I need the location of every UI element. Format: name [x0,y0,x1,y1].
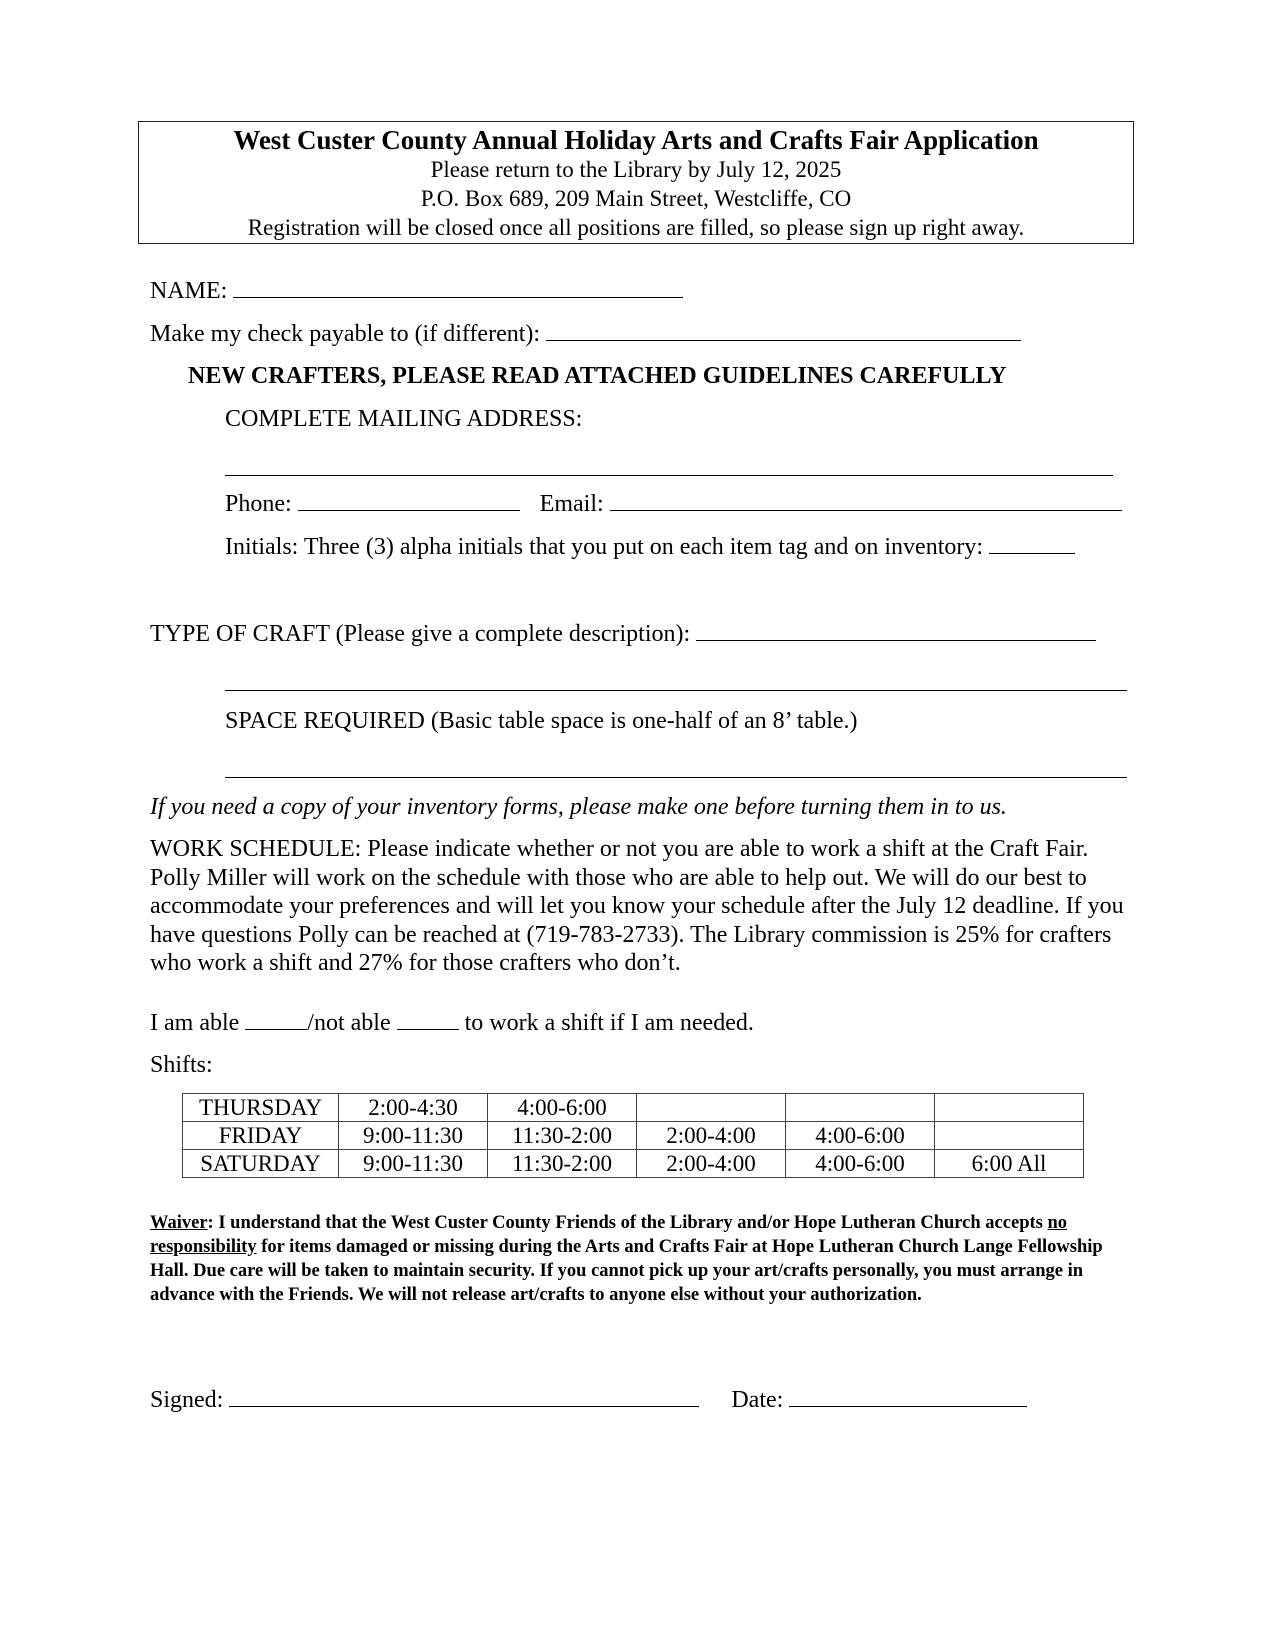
initials-row [225,533,1075,561]
shift-day: THURSDAY [183,1094,339,1122]
mailing-address-field[interactable] [225,475,1113,476]
shift-row-thursday [183,1094,1084,1122]
shift-slot [935,1122,1084,1150]
date-field[interactable] [789,1386,1027,1407]
name-label: NAME: [150,278,228,304]
form-title: West Custer County Annual Holiday Arts and Crafts Fair Application [233,125,1039,155]
shift-day: SATURDAY [183,1150,339,1178]
able-prefix: I am able [150,1010,240,1036]
phone-label: Phone: [225,491,292,517]
waiver-no-responsibility: no responsibility [150,1213,1068,1257]
header-box [138,121,1134,244]
shift-row-friday [183,1122,1084,1150]
craft-type-label: TYPE OF CRAFT (Please give a complete description): [150,621,691,647]
shift-slot: 4:00-6:00 [786,1150,935,1178]
waiver-text-1: : I understand that the West Custer County Friends of the Library and/or Hope Lutheran Church accepts [207,1213,1048,1233]
not-able-label: /not able [307,1010,391,1036]
waiver-label: Waiver [150,1213,208,1233]
shift-slot: 11:30-2:00 [488,1150,637,1178]
shift-slot: 4:00-6:00 [786,1122,935,1150]
not-able-field[interactable] [397,1009,459,1030]
registration-notice: Registration will be closed once all positions are filled, so please sign up right away. [247,215,1025,240]
shifts-label: Shifts: [150,1052,213,1078]
shift-slot: 2:00-4:00 [637,1150,786,1178]
shift-slot: 11:30-2:00 [488,1122,637,1150]
shift-slot: 6:00 All [935,1150,1084,1178]
signed-label: Signed: [150,1387,224,1413]
availability-row [150,1009,754,1037]
space-required-label: SPACE REQUIRED (Basic table space is one-half of an 8’ table.) [225,708,858,734]
check-payable-row [150,320,1021,348]
new-crafters-notice: NEW CRAFTERS, PLEASE READ ATTACHED GUIDELINES CAREFULLY [188,363,1007,389]
date-label: Date: [731,1387,784,1413]
return-instructions: Please return to the Library by July 12, 2025 [430,157,842,182]
shift-day: FRIDAY [183,1122,339,1150]
work-schedule-paragraph: WORK SCHEDULE: Please indicate whether or not you are able to work a shift at the Craft Fair. Polly Miller will work on the schedule with those who are able to help out. We will do our best to accommodate your preferences and will let you know your schedule after the July 12 deadline. If you have questions Polly can be reached at (719-783-2733). The Library commission is 25% for crafters who work a shift and 27% for those crafters who don’t. [150,836,1124,976]
craft-type-field[interactable] [696,620,1096,641]
shift-slot: 4:00-6:00 [488,1094,637,1122]
library-address: P.O. Box 689, 209 Main Street, Westcliffe, CO [420,186,852,211]
able-field[interactable] [245,1009,307,1030]
email-field[interactable] [610,490,1122,511]
waiver-paragraph [150,1211,1130,1307]
craft-type-row [150,620,1096,648]
signature-field[interactable] [229,1386,699,1407]
check-payable-field[interactable] [546,320,1021,341]
check-payable-label: Make my check payable to (if different): [150,321,541,347]
able-suffix: to work a shift if I am needed. [464,1010,754,1036]
shifts-table [182,1093,1084,1178]
initials-field[interactable] [989,533,1075,554]
craft-type-continuation-field[interactable] [225,690,1127,691]
shift-slot: 9:00-11:30 [339,1122,488,1150]
inventory-note: If you need a copy of your inventory forms, please make one before turning them in to us. [150,794,1007,820]
shift-slot [786,1094,935,1122]
shift-row-saturday [183,1150,1084,1178]
shift-slot: 2:00-4:00 [637,1122,786,1150]
phone-email-row [225,490,1122,518]
name-row [150,277,683,305]
shift-slot [637,1094,786,1122]
initials-label: Initials: Three (3) alpha initials that you put on each item tag and on inventory: [225,534,984,560]
waiver-text-2: for items damaged or missing during the Arts and Crafts Fair at Hope Lutheran Church Lange Fellowship Hall. Due care will be taken to maintain security. If you cannot pick up your art/crafts personally, you must arrange in advance with the Friends. We will not release art/crafts to anyone else without your authorization. [150,1237,1103,1305]
shift-slot [935,1094,1084,1122]
space-required-field[interactable] [225,777,1127,778]
mailing-address-label: COMPLETE MAILING ADDRESS: [225,406,583,432]
shift-slot: 2:00-4:30 [339,1094,488,1122]
phone-field[interactable] [298,490,520,511]
shift-slot: 9:00-11:30 [339,1150,488,1178]
signature-row [150,1386,1027,1414]
email-label: Email: [539,491,604,517]
name-field[interactable] [233,277,683,298]
